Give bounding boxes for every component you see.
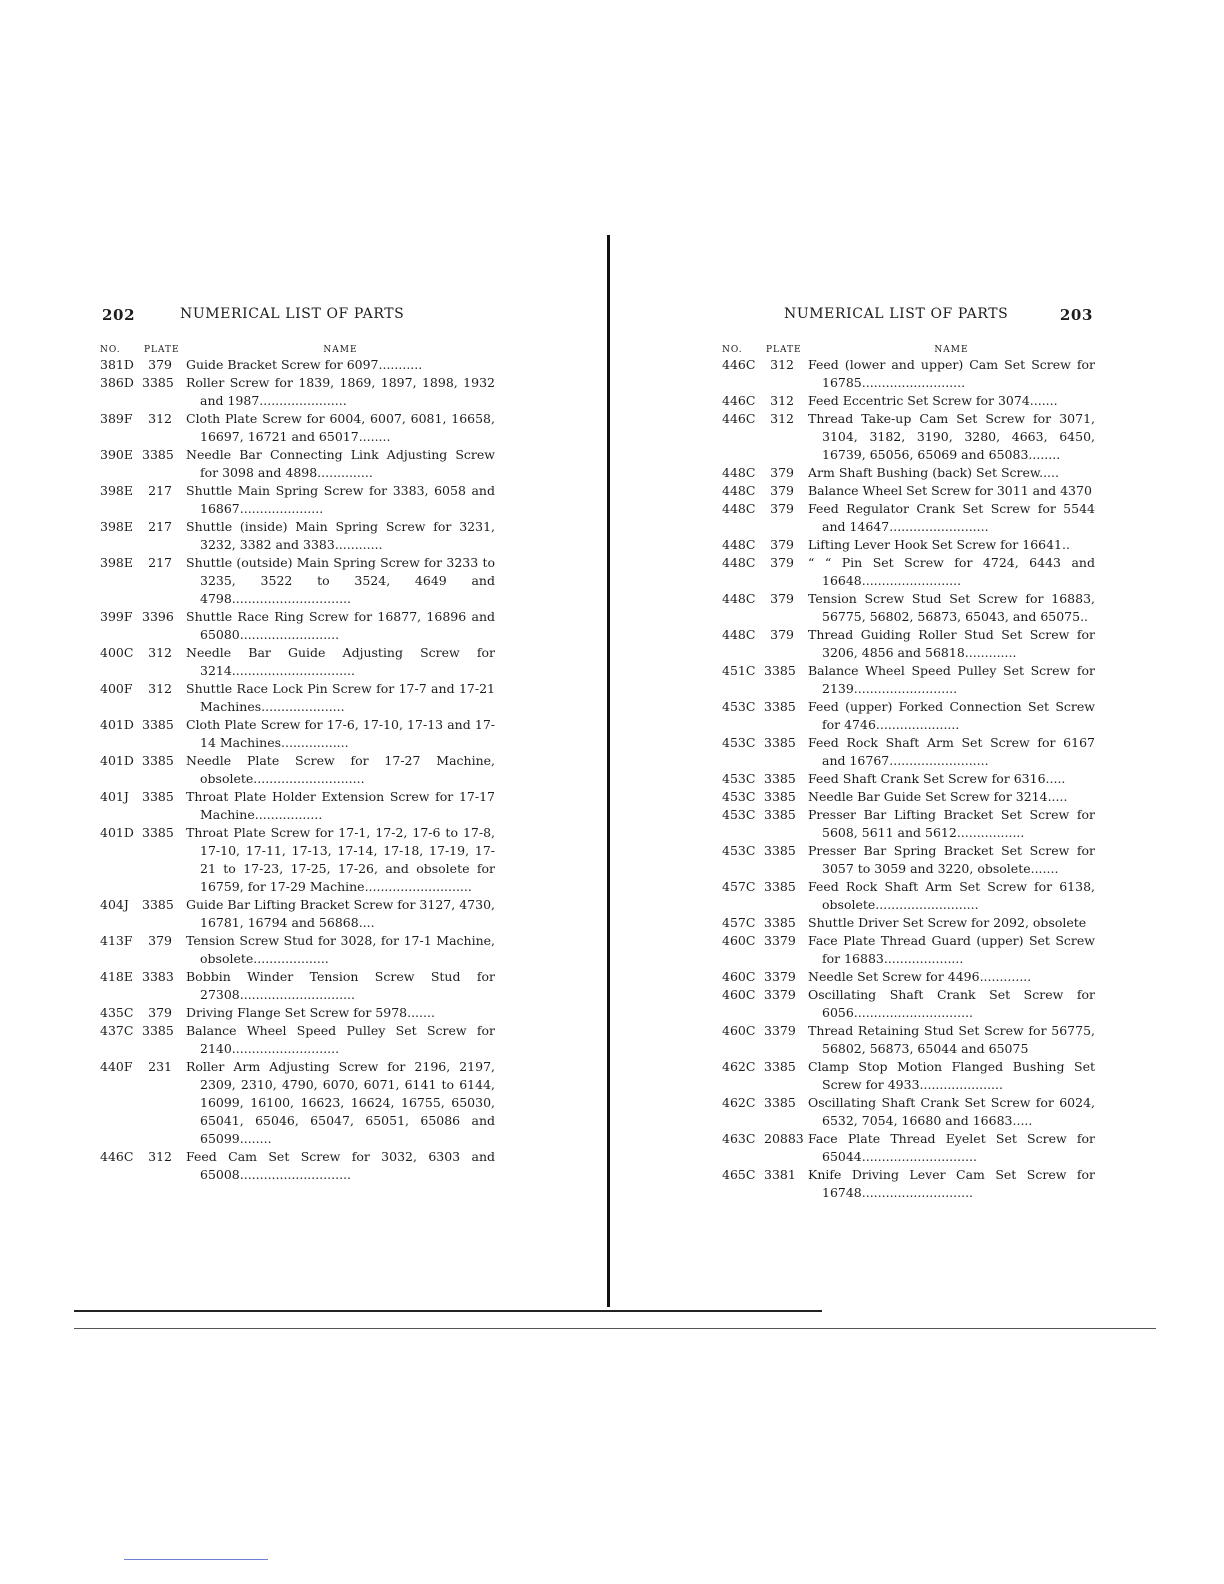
part-name: Needle Bar Guide Set Screw for 3214..... (808, 789, 1068, 804)
plate-number: 3385 (764, 789, 796, 804)
part-entry (100, 932, 495, 968)
part-number: 440F (100, 1059, 133, 1074)
part-entry (100, 680, 495, 716)
parts-list (722, 356, 1095, 1202)
part-name: Guide Bar Lifting Bracket Screw for 3127, 4730, 16781, 16794 and 56868.... (186, 897, 495, 930)
part-name: Thread Take-up Cam Set Screw for 3071, 3104, 3182, 3190, 3280, 4663, 6450, 16739, 65056, 65069 and 65083........ (808, 411, 1095, 462)
scan-mark (124, 1559, 268, 1560)
part-number: 413F (100, 933, 133, 948)
plate-number: 312 (770, 411, 794, 426)
left-page (100, 300, 495, 1184)
part-entry (722, 356, 1095, 392)
plate-number: 379 (770, 591, 794, 606)
part-number: 460C (722, 987, 756, 1002)
part-number: 400C (100, 645, 134, 660)
part-name: Shuttle Main Spring Screw for 3383, 6058 and 16867..................... (186, 483, 495, 516)
part-name: Bobbin Winder Tension Screw Stud for 27308............................. (186, 969, 495, 1002)
part-name: Guide Bracket Screw for 6097........... (186, 357, 423, 372)
plate-number: 312 (148, 411, 172, 426)
part-entry (100, 752, 495, 788)
part-name: Needle Bar Guide Adjusting Screw for 3214............................... (186, 645, 495, 678)
part-name: Balance Wheel Set Screw for 3011 and 4370 (808, 483, 1092, 498)
part-name: Lifting Lever Hook Set Screw for 16641.. (808, 537, 1070, 552)
plate-number: 3385 (764, 771, 796, 786)
part-number: 389F (100, 411, 133, 426)
part-entry (722, 1058, 1095, 1094)
part-entry (722, 1022, 1095, 1058)
part-number: 400F (100, 681, 133, 696)
part-name: Cloth Plate Screw for 17-6, 17-10, 17-13 and 17-14 Machines................. (186, 717, 495, 750)
part-number: 460C (722, 969, 756, 984)
plate-number: 3385 (764, 1095, 796, 1110)
part-number: 448C (722, 555, 756, 570)
plate-number: 379 (770, 483, 794, 498)
part-number: 390E (100, 447, 133, 462)
part-entry (100, 1022, 495, 1058)
part-name: Face Plate Thread Guard (upper) Set Screw for 16883.................... (808, 933, 1095, 966)
part-name: Tension Screw Stud for 3028, for 17-1 Machine, obsolete................... (186, 933, 495, 966)
part-number: 448C (722, 537, 756, 552)
part-entry (100, 1148, 495, 1184)
part-entry (722, 770, 1095, 788)
plate-number: 3381 (764, 1167, 796, 1182)
plate-number: 3385 (764, 843, 796, 858)
page-header (722, 300, 1095, 330)
part-entry (100, 968, 495, 1004)
col-name: NAME (934, 345, 969, 355)
plate-number: 3383 (142, 969, 174, 984)
part-number: 381D (100, 357, 134, 372)
plate-number: 379 (770, 537, 794, 552)
plate-number: 3385 (764, 1059, 796, 1074)
part-number: 453C (722, 843, 756, 858)
part-entry (722, 986, 1095, 1022)
part-number: 398E (100, 555, 133, 570)
part-name: Presser Bar Lifting Bracket Set Screw for 5608, 5611 and 5612................. (808, 807, 1095, 840)
col-name: NAME (323, 345, 358, 355)
col-plate: PLATE (766, 345, 802, 355)
part-entry (100, 1004, 495, 1022)
part-name: Face Plate Thread Eyelet Set Screw for 65044............................. (808, 1131, 1095, 1164)
part-entry (722, 554, 1095, 590)
part-entry (100, 374, 495, 410)
part-number: 401J (100, 789, 129, 804)
part-number: 401D (100, 753, 134, 768)
plate-number: 312 (770, 357, 794, 372)
plate-number: 3385 (142, 789, 174, 804)
part-name: “ “ Pin Set Screw for 4724, 6443 and 16648......................... (808, 555, 1095, 588)
part-entry (722, 410, 1095, 464)
part-entry (722, 482, 1095, 500)
part-entry (722, 878, 1095, 914)
plate-number: 379 (148, 933, 172, 948)
plate-number: 3379 (764, 987, 796, 1002)
col-no: NO. (722, 345, 743, 355)
part-number: 446C (722, 357, 756, 372)
part-name: Roller Arm Adjusting Screw for 2196, 2197, 2309, 2310, 4790, 6070, 6071, 6141 to 6144, 16099, 16100, 16623, 16624, 16755, 65030, 65041, 65046, 65047, 65051, 65086 and 65099........ (186, 1059, 495, 1146)
part-number: 460C (722, 933, 756, 948)
running-title: NUMERICAL LIST OF PARTS (180, 306, 405, 322)
plate-number: 379 (770, 465, 794, 480)
plate-number: 379 (148, 357, 172, 372)
part-number: 448C (722, 627, 756, 642)
plate-number: 3385 (142, 447, 174, 462)
plate-number: 3379 (764, 933, 796, 948)
part-name: Feed Rock Shaft Arm Set Screw for 6138, obsolete.......................... (808, 879, 1095, 912)
part-entry (722, 590, 1095, 626)
col-plate: PLATE (144, 345, 180, 355)
page-number: 202 (102, 306, 136, 324)
part-name: Balance Wheel Speed Pulley Set Screw for 2139.......................... (808, 663, 1095, 696)
plate-number: 3385 (764, 735, 796, 750)
part-name: Throat Plate Holder Extension Screw for 17-17 Machine................. (186, 789, 495, 822)
parts-list (100, 356, 495, 1184)
part-name: Throat Plate Screw for 17-1, 17-2, 17-6 to 17-8, 17-10, 17-11, 17-13, 17-14, 17-18, 17-19, 17-21 to 17-23, 17-25, 17-26, and obsolete for 16759, for 17-29 Machine........................... (186, 825, 495, 894)
part-number: 457C (722, 879, 756, 894)
plate-number: 3385 (764, 915, 796, 930)
plate-number: 3385 (142, 717, 174, 732)
part-entry (722, 788, 1095, 806)
part-number: 398E (100, 519, 133, 534)
part-name: Shuttle Race Lock Pin Screw for 17-7 and 17-21 Machines..................... (186, 681, 495, 714)
part-number: 453C (722, 699, 756, 714)
part-entry (100, 446, 495, 482)
plate-number: 3385 (764, 807, 796, 822)
plate-number: 3385 (142, 753, 174, 768)
part-number: 401D (100, 717, 134, 732)
plate-number: 3379 (764, 969, 796, 984)
part-name: Feed (lower and upper) Cam Set Screw for 16785.......................... (808, 357, 1095, 390)
part-number: 437C (100, 1023, 134, 1038)
right-page (722, 300, 1095, 1202)
part-number: 453C (722, 789, 756, 804)
part-number: 404J (100, 897, 129, 912)
plate-number: 3385 (764, 879, 796, 894)
column-headers (722, 344, 1095, 356)
plate-number: 217 (148, 519, 172, 534)
plate-number: 3385 (764, 663, 796, 678)
part-name: Cloth Plate Screw for 6004, 6007, 6081, 16658, 16697, 16721 and 65017........ (186, 411, 495, 444)
col-no: NO. (100, 345, 121, 355)
part-entry (100, 410, 495, 446)
plate-number: 312 (148, 681, 172, 696)
part-number: 457C (722, 915, 756, 930)
part-name: Shuttle Driver Set Screw for 2092, obsolete (808, 915, 1087, 930)
plate-number: 3385 (142, 897, 174, 912)
part-entry (722, 734, 1095, 770)
part-entry (722, 536, 1095, 554)
part-name: Thread Guiding Roller Stud Set Screw for 3206, 4856 and 56818............. (808, 627, 1095, 660)
plate-number: 3385 (142, 375, 174, 390)
part-entry (100, 356, 495, 374)
part-number: 446C (722, 411, 756, 426)
part-name: Oscillating Shaft Crank Set Screw for 6024, 6532, 7054, 16680 and 16683..... (808, 1095, 1095, 1128)
part-number: 462C (722, 1095, 756, 1110)
part-entry (100, 644, 495, 680)
gutter-rule (607, 235, 610, 1307)
plate-number: 217 (148, 483, 172, 498)
part-number: 446C (100, 1149, 134, 1164)
part-name: Knife Driving Lever Cam Set Screw for 16748............................ (808, 1167, 1095, 1200)
part-entry (100, 1058, 495, 1148)
plate-number: 3379 (764, 1023, 796, 1038)
part-name: Feed Eccentric Set Screw for 3074....... (808, 393, 1058, 408)
plate-number: 312 (148, 1149, 172, 1164)
part-name: Shuttle (outside) Main Spring Screw for 3233 to 3235, 3522 to 3524, 4649 and 4798.............................. (186, 555, 495, 606)
part-entry (100, 824, 495, 896)
plate-number: 379 (770, 555, 794, 570)
bottom-rule (74, 1310, 822, 1312)
plate-number: 379 (770, 627, 794, 642)
part-entry (722, 842, 1095, 878)
part-number: 448C (722, 591, 756, 606)
part-entry (722, 1094, 1095, 1130)
plate-number: 379 (148, 1005, 172, 1020)
part-entry (100, 554, 495, 608)
part-entry (100, 788, 495, 824)
part-name: Shuttle (inside) Main Spring Screw for 3231, 3232, 3382 and 3383............ (186, 519, 495, 552)
plate-number: 312 (770, 393, 794, 408)
part-name: Feed Regulator Crank Set Screw for 5544 and 14647......................... (808, 501, 1095, 534)
part-name: Needle Set Screw for 4496............. (808, 969, 1032, 984)
part-entry (100, 608, 495, 644)
plate-number: 3385 (764, 699, 796, 714)
part-number: 448C (722, 465, 756, 480)
part-entry (100, 896, 495, 932)
part-name: Needle Plate Screw for 17-27 Machine, obsolete............................ (186, 753, 495, 786)
part-entry (100, 518, 495, 554)
part-name: Roller Screw for 1839, 1869, 1897, 1898, 1932 and 1987...................... (186, 375, 495, 408)
bottom-rule-long (74, 1328, 1156, 1329)
part-number: 465C (722, 1167, 756, 1182)
column-headers (100, 344, 495, 356)
plate-number: 231 (148, 1059, 172, 1074)
part-number: 448C (722, 501, 756, 516)
part-name: Driving Flange Set Screw for 5978....... (186, 1005, 435, 1020)
plate-number: 217 (148, 555, 172, 570)
part-name: Oscillating Shaft Crank Set Screw for 6056.............................. (808, 987, 1095, 1020)
part-number: 418E (100, 969, 133, 984)
part-name: Clamp Stop Motion Flanged Bushing Set Screw for 4933..................... (808, 1059, 1095, 1092)
part-name: Feed (upper) Forked Connection Set Screw for 4746..................... (808, 699, 1095, 732)
part-number: 386D (100, 375, 134, 390)
part-number: 460C (722, 1023, 756, 1038)
part-number: 462C (722, 1059, 756, 1074)
part-entry (722, 1166, 1095, 1202)
part-number: 401D (100, 825, 134, 840)
part-entry (722, 968, 1095, 986)
part-entry (722, 392, 1095, 410)
part-name: Feed Cam Set Screw for 3032, 6303 and 65008............................ (186, 1149, 495, 1182)
part-number: 453C (722, 735, 756, 750)
part-entry (722, 932, 1095, 968)
plate-number: 379 (770, 501, 794, 516)
part-name: Feed Shaft Crank Set Screw for 6316..... (808, 771, 1066, 786)
plate-number: 312 (148, 645, 172, 660)
part-entry (100, 482, 495, 518)
part-name: Tension Screw Stud Set Screw for 16883, 56775, 56802, 56873, 65043, and 65075.. (808, 591, 1095, 624)
part-number: 446C (722, 393, 756, 408)
part-entry (100, 716, 495, 752)
plate-number: 3385 (142, 825, 174, 840)
part-entry (722, 698, 1095, 734)
part-number: 435C (100, 1005, 134, 1020)
page-header (100, 300, 495, 330)
part-entry (722, 662, 1095, 698)
part-number: 453C (722, 807, 756, 822)
part-name: Thread Retaining Stud Set Screw for 56775, 56802, 56873, 65044 and 65075 (808, 1023, 1095, 1056)
plate-number: 20883 (764, 1131, 804, 1146)
part-number: 399F (100, 609, 133, 624)
plate-number: 3396 (142, 609, 174, 624)
page-number: 203 (1059, 306, 1093, 324)
part-entry (722, 500, 1095, 536)
part-name: Arm Shaft Bushing (back) Set Screw..... (808, 465, 1059, 480)
part-name: Needle Bar Connecting Link Adjusting Screw for 3098 and 4898.............. (186, 447, 495, 480)
part-number: 451C (722, 663, 756, 678)
part-number: 463C (722, 1131, 756, 1146)
part-number: 398E (100, 483, 133, 498)
part-number: 453C (722, 771, 756, 786)
running-title: NUMERICAL LIST OF PARTS (784, 306, 1009, 322)
part-entry (722, 914, 1095, 932)
part-name: Feed Rock Shaft Arm Set Screw for 6167 and 16767......................... (808, 735, 1095, 768)
plate-number: 3385 (142, 1023, 174, 1038)
part-number: 448C (722, 483, 756, 498)
part-entry (722, 464, 1095, 482)
part-name: Balance Wheel Speed Pulley Set Screw for 2140........................... (186, 1023, 495, 1056)
part-entry (722, 626, 1095, 662)
part-entry (722, 806, 1095, 842)
part-entry (722, 1130, 1095, 1166)
part-name: Shuttle Race Ring Screw for 16877, 16896 and 65080......................... (186, 609, 495, 642)
part-name: Presser Bar Spring Bracket Set Screw for 3057 to 3059 and 3220, obsolete....... (808, 843, 1095, 876)
